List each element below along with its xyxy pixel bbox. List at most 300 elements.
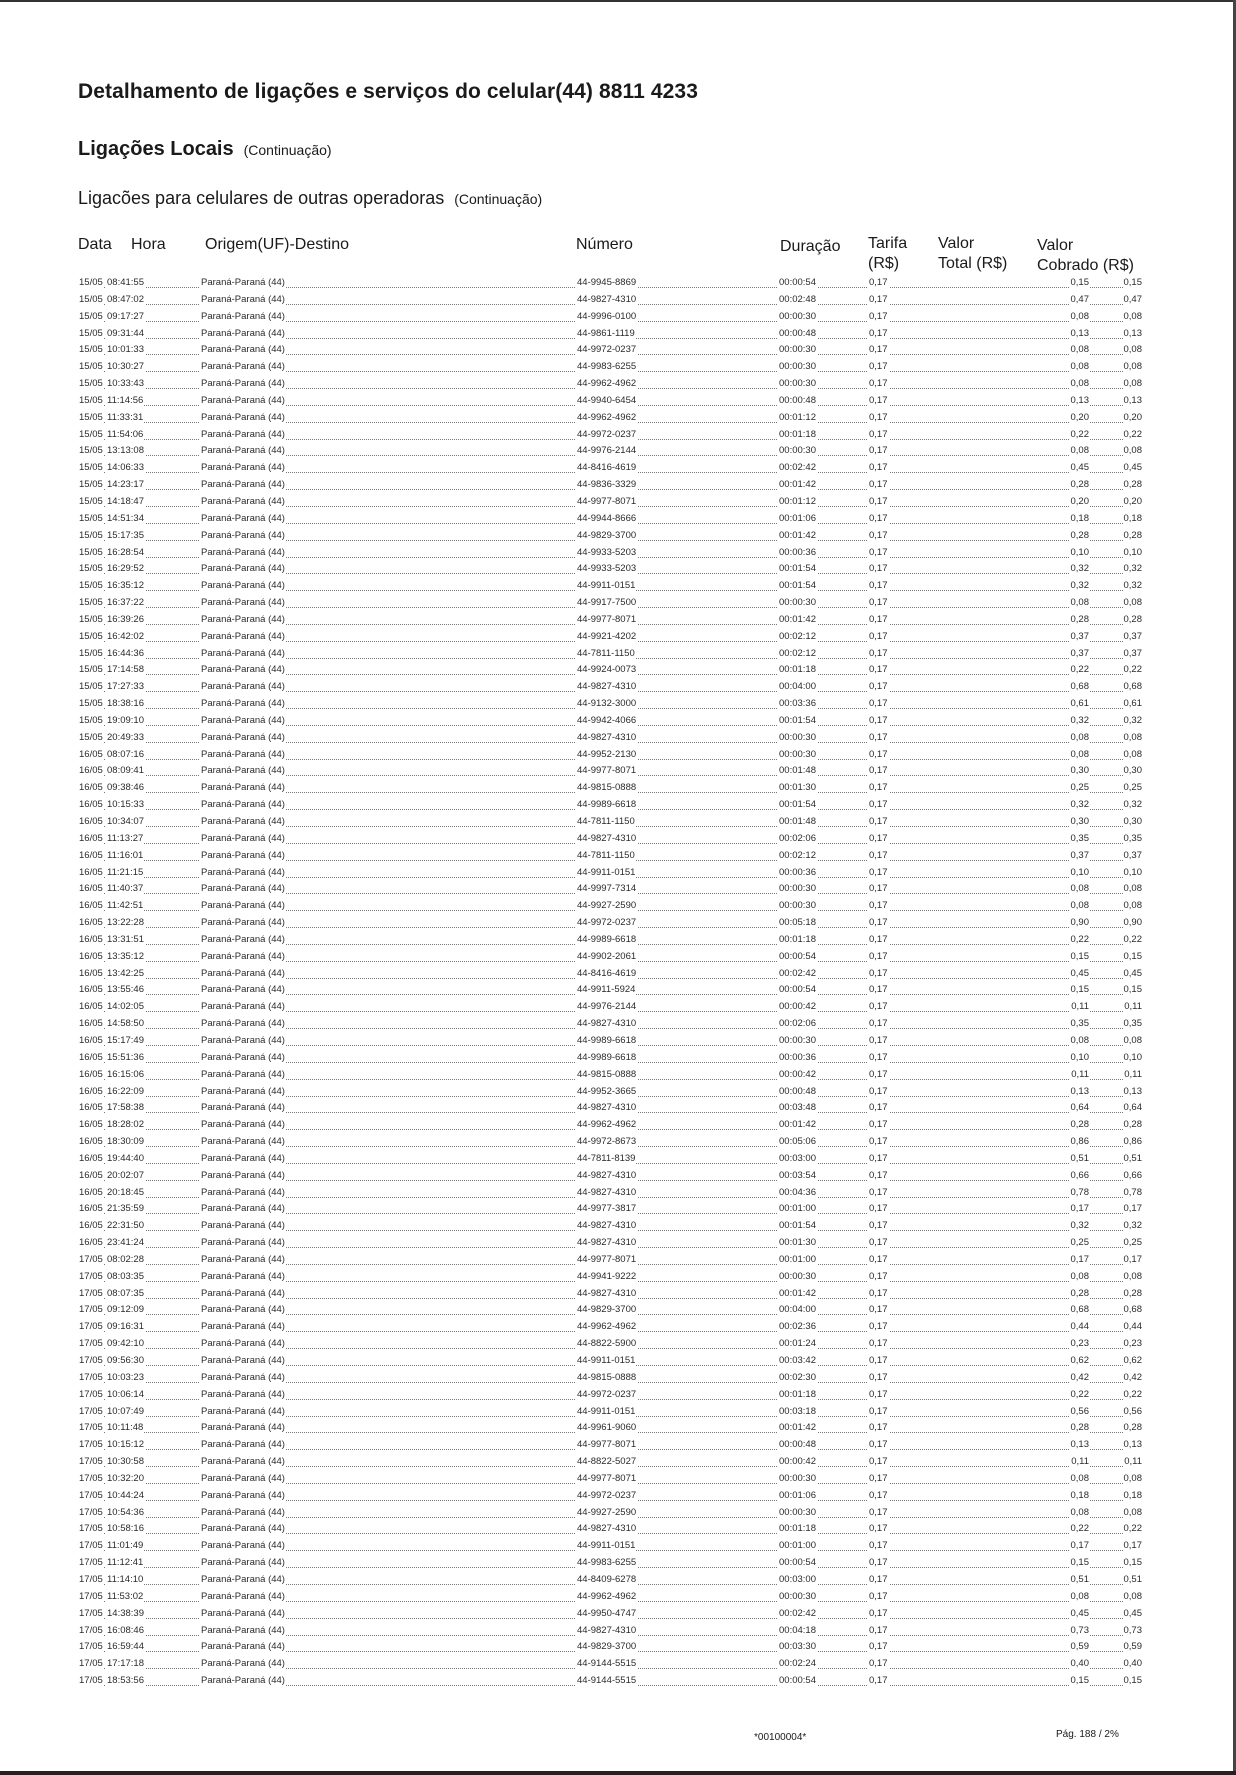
- cell-tarifa: 0,17: [869, 613, 888, 625]
- document-title: Detalhamento de ligações e serviços do celular(44) 8811 4233: [78, 80, 698, 103]
- cell-valor-cobrado: 0,17: [1123, 1253, 1142, 1265]
- cell-tarifa: 0,17: [869, 1573, 888, 1585]
- cell-tarifa: 0,17: [869, 1220, 888, 1232]
- cell-valor-total: 0,66: [1070, 1169, 1089, 1181]
- cell-valor-total: 0,28: [1070, 479, 1089, 491]
- cell-data: 17/05: [79, 1658, 103, 1670]
- cell-origem: Paraná-Paraná (44): [201, 344, 285, 356]
- cell-numero: 44-9942-4066: [577, 714, 637, 726]
- cell-data: 17/05: [79, 1573, 103, 1585]
- cell-duracao: 00:01:12: [779, 495, 816, 507]
- cell-numero: 44-9827-4310: [577, 1220, 637, 1232]
- cell-origem: Paraná-Paraná (44): [201, 748, 285, 760]
- cell-data: 16/05: [79, 1203, 103, 1215]
- cell-hora: 20:18:45: [107, 1186, 144, 1198]
- cell-origem: Paraná-Paraná (44): [201, 378, 285, 390]
- cell-valor-cobrado: 0,90: [1123, 917, 1142, 929]
- cell-numero: 44-9952-2130: [577, 748, 637, 760]
- cell-duracao: 00:01:18: [779, 1523, 816, 1535]
- table-row: [78, 1387, 1143, 1404]
- cell-hora: 13:55:46: [107, 984, 144, 996]
- cell-valor-cobrado: 0,22: [1123, 1388, 1142, 1400]
- cell-hora: 10:58:16: [107, 1523, 144, 1535]
- cell-hora: 14:23:17: [107, 479, 144, 491]
- cell-numero: 44-8416-4619: [577, 967, 637, 979]
- cell-numero: 44-9829-3700: [577, 1641, 637, 1653]
- cell-numero: 44-7811-1150: [577, 816, 635, 827]
- cell-valor-cobrado: 0,08: [1123, 445, 1142, 457]
- cell-tarifa: 0,17: [869, 1186, 888, 1198]
- table-row: [78, 831, 1143, 848]
- cell-origem: Paraná-Paraná (44): [201, 1253, 285, 1265]
- cell-valor-cobrado: 0,08: [1123, 344, 1142, 356]
- cell-numero: 44-9927-2590: [577, 1506, 637, 1518]
- cell-origem: Paraná-Paraná (44): [201, 1119, 285, 1131]
- cell-duracao: 00:00:48: [779, 394, 816, 406]
- cell-tarifa: 0,17: [869, 849, 888, 861]
- cell-valor-total: 0,37: [1070, 849, 1089, 861]
- cell-hora: 09:42:10: [107, 1338, 144, 1350]
- cell-origem: Paraná-Paraná (44): [201, 462, 285, 474]
- cell-origem: Paraná-Paraná (44): [201, 782, 285, 794]
- cell-origem: Paraná-Paraná (44): [201, 832, 285, 844]
- table-row: [78, 1639, 1143, 1656]
- cell-duracao: 00:00:36: [779, 1051, 816, 1063]
- cell-duracao: 00:03:30: [779, 1641, 816, 1653]
- cell-hora: 16:28:54: [107, 546, 144, 558]
- cell-valor-total: 0,15: [1070, 984, 1089, 996]
- cell-duracao: 00:02:06: [779, 832, 816, 844]
- cell-hora: 08:03:35: [107, 1270, 144, 1282]
- cell-valor-total: 0,15: [1070, 950, 1089, 962]
- cell-origem: Paraná-Paraná (44): [201, 1068, 285, 1080]
- cell-numero: 44-9989-6618: [577, 799, 637, 811]
- cell-tarifa: 0,17: [869, 1253, 888, 1265]
- cell-tarifa: 0,17: [869, 1590, 888, 1602]
- cell-origem: Paraná-Paraná (44): [201, 1456, 285, 1468]
- cell-duracao: 00:03:36: [779, 698, 816, 710]
- cell-duracao: 00:01:42: [779, 1287, 816, 1299]
- cell-tarifa: 0,17: [869, 344, 888, 356]
- cell-numero: 44-9924-0073: [577, 664, 637, 676]
- page-current: 188 /: [1079, 1729, 1102, 1740]
- cell-numero: 44-9972-0237: [577, 428, 637, 440]
- cell-valor-cobrado: 0,73: [1123, 1624, 1142, 1636]
- cell-tarifa: 0,17: [869, 630, 888, 642]
- cell-tarifa: 0,17: [869, 1270, 888, 1282]
- cell-valor-cobrado: 0,44: [1123, 1321, 1142, 1333]
- cell-numero: 44-9977-8071: [577, 613, 637, 625]
- table-row: [78, 443, 1143, 460]
- table-row: [78, 780, 1143, 797]
- cell-hora: 23:41:24: [107, 1237, 144, 1249]
- cell-valor-total: 0,08: [1070, 748, 1089, 760]
- cell-numero: 44-7811-8139: [577, 1152, 636, 1164]
- cell-duracao: 00:00:30: [779, 310, 816, 322]
- cell-data: 17/05: [79, 1506, 103, 1518]
- cell-data: 15/05: [79, 597, 103, 609]
- cell-hora: 11:14:56: [107, 394, 144, 406]
- cell-tarifa: 0,17: [869, 1001, 888, 1013]
- cell-numero: 44-9815-0888: [577, 782, 637, 794]
- cell-valor-total: 0,32: [1070, 563, 1089, 575]
- cell-valor-total: 0,11: [1071, 1456, 1089, 1468]
- cell-duracao: 00:00:48: [779, 1439, 816, 1451]
- cell-numero: 44-9983-6255: [577, 361, 637, 373]
- cell-data: 15/05: [79, 580, 103, 592]
- cell-tarifa: 0,17: [869, 866, 888, 878]
- cell-origem: Paraná-Paraná (44): [201, 1001, 285, 1013]
- cell-valor-cobrado: 0,08: [1123, 731, 1142, 743]
- table-row: [78, 1437, 1143, 1454]
- cell-origem: Paraná-Paraná (44): [201, 1018, 285, 1030]
- cell-origem: Paraná-Paraná (44): [201, 1675, 285, 1687]
- cell-hora: 18:28:02: [107, 1119, 144, 1131]
- cell-tarifa: 0,17: [869, 1405, 888, 1417]
- cell-valor-total: 0,45: [1070, 462, 1089, 474]
- cell-valor-total: 0,25: [1070, 782, 1089, 794]
- cell-data: 16/05: [79, 816, 103, 827]
- subsection-continuation: (Continuação): [454, 191, 543, 207]
- cell-tarifa: 0,17: [869, 782, 888, 794]
- cell-tarifa: 0,17: [869, 1540, 888, 1552]
- cell-numero: 44-8416-4619: [577, 462, 637, 474]
- cell-numero: 44-9902-2061: [577, 950, 637, 962]
- cell-data: 16/05: [79, 967, 103, 979]
- cell-origem: Paraná-Paraná (44): [201, 731, 285, 743]
- cell-numero: 44-9827-4310: [577, 1523, 637, 1535]
- cell-duracao: 00:00:30: [779, 344, 816, 356]
- cell-hora: 10:07:49: [107, 1405, 144, 1417]
- cell-valor-cobrado: 0,47: [1123, 293, 1142, 305]
- cell-valor-total: 0,64: [1070, 1102, 1089, 1114]
- cell-numero: 44-9977-8071: [577, 765, 637, 777]
- cell-numero: 44-9827-4310: [577, 1287, 637, 1299]
- cell-tarifa: 0,17: [869, 1338, 888, 1350]
- cell-valor-total: 0,08: [1070, 1472, 1089, 1484]
- table-row: [78, 662, 1143, 679]
- cell-origem: Paraná-Paraná (44): [201, 933, 285, 945]
- cell-hora: 08:09:41: [107, 765, 144, 777]
- table-row: [78, 1235, 1143, 1252]
- cell-origem: Paraná-Paraná (44): [201, 1338, 285, 1350]
- cell-hora: 20:02:07: [107, 1169, 144, 1181]
- column-header-hora: Hora: [131, 236, 166, 253]
- cell-valor-cobrado: 0,28: [1123, 1119, 1142, 1131]
- cell-valor-total: 0,42: [1070, 1371, 1089, 1383]
- cell-hora: 16:39:26: [107, 613, 144, 625]
- subsection-title: Ligacões para celulares de outras operadoras: [78, 188, 445, 208]
- cell-duracao: 00:00:30: [779, 597, 816, 609]
- cell-duracao: 00:00:30: [779, 1506, 816, 1518]
- cell-valor-total: 0,20: [1070, 495, 1089, 507]
- cell-valor-cobrado: 0,32: [1123, 580, 1142, 592]
- cell-origem: Paraná-Paraná (44): [201, 512, 285, 524]
- cell-duracao: 00:03:42: [779, 1355, 816, 1366]
- cell-tarifa: 0,17: [869, 900, 888, 912]
- cell-tarifa: 0,17: [869, 1304, 888, 1316]
- cell-origem: Paraná-Paraná (44): [201, 1287, 285, 1299]
- cell-duracao: 00:04:18: [779, 1624, 816, 1636]
- table-row: [78, 275, 1143, 292]
- cell-numero: 44-9996-0100: [577, 310, 637, 322]
- cell-valor-cobrado: 0,15: [1123, 1675, 1142, 1687]
- cell-valor-total: 0,62: [1070, 1355, 1089, 1366]
- cell-tarifa: 0,17: [869, 361, 888, 373]
- cell-valor-total: 0,17: [1070, 1203, 1089, 1215]
- cell-tarifa: 0,17: [869, 378, 888, 390]
- cell-tarifa: 0,17: [869, 933, 888, 945]
- cell-numero: 44-9827-4310: [577, 1186, 637, 1198]
- cell-data: 15/05: [79, 495, 103, 507]
- cell-valor-cobrado: 0,15: [1123, 277, 1142, 288]
- cell-valor-cobrado: 0,13: [1123, 327, 1142, 339]
- cell-valor-total: 0,10: [1070, 866, 1089, 878]
- cell-tarifa: 0,17: [869, 1169, 888, 1181]
- cell-duracao: 00:02:30: [779, 1371, 816, 1383]
- cell-origem: Paraná-Paraná (44): [201, 698, 285, 710]
- cell-tarifa: 0,17: [869, 479, 888, 491]
- table-row: [78, 1572, 1143, 1589]
- cell-hora: 15:51:36: [107, 1051, 144, 1063]
- cell-origem: Paraná-Paraná (44): [201, 1220, 285, 1232]
- cell-duracao: 00:00:30: [779, 1590, 816, 1602]
- cell-valor-total: 0,78: [1070, 1186, 1089, 1198]
- table-row: [78, 1521, 1143, 1538]
- cell-numero: 44-9861-1119: [577, 327, 635, 339]
- table-row: [78, 326, 1143, 343]
- cell-data: 16/05: [79, 799, 103, 811]
- cell-data: 17/05: [79, 1355, 103, 1366]
- cell-valor-cobrado: 0,13: [1123, 1085, 1142, 1097]
- table-row: [78, 545, 1143, 562]
- cell-valor-total: 0,61: [1070, 698, 1089, 710]
- cell-valor-total: 0,32: [1070, 1220, 1089, 1232]
- cell-hora: 20:49:33: [107, 731, 144, 743]
- cell-data: 15/05: [79, 327, 103, 339]
- cell-hora: 22:31:50: [107, 1220, 144, 1232]
- cell-origem: Paraná-Paraná (44): [201, 310, 285, 322]
- cell-valor-total: 0,35: [1070, 832, 1089, 844]
- cell-valor-cobrado: 0,11: [1124, 1001, 1142, 1013]
- cell-hora: 11:13:27: [107, 832, 144, 844]
- cell-origem: Paraná-Paraná (44): [201, 613, 285, 625]
- cell-tarifa: 0,17: [869, 816, 888, 827]
- table-row: [78, 494, 1143, 511]
- cell-valor-cobrado: 0,45: [1123, 1607, 1142, 1619]
- cell-valor-cobrado: 0,10: [1123, 866, 1142, 878]
- cell-valor-total: 0,68: [1070, 1304, 1089, 1316]
- cell-data: 17/05: [79, 1472, 103, 1484]
- cell-hora: 09:31:44: [107, 327, 144, 339]
- cell-valor-total: 0,90: [1070, 917, 1089, 929]
- table-row: [78, 915, 1143, 932]
- cell-duracao: 00:00:36: [779, 866, 816, 878]
- cell-origem: Paraná-Paraná (44): [201, 1422, 285, 1434]
- cell-hora: 09:17:27: [107, 310, 144, 322]
- cell-origem: Paraná-Paraná (44): [201, 883, 285, 895]
- cell-numero: 44-9144-5515: [577, 1675, 637, 1687]
- table-row: [78, 1218, 1143, 1235]
- cell-hora: 13:35:12: [107, 950, 144, 962]
- cell-tarifa: 0,17: [869, 1388, 888, 1400]
- cell-duracao: 00:01:42: [779, 1422, 816, 1434]
- cell-valor-cobrado: 0,11: [1124, 1456, 1142, 1468]
- cell-hora: 09:16:31: [107, 1321, 144, 1333]
- cell-data: 16/05: [79, 1102, 103, 1114]
- cell-duracao: 00:01:42: [779, 479, 816, 491]
- cell-valor-cobrado: 0,22: [1123, 933, 1142, 945]
- cell-tarifa: 0,17: [869, 1607, 888, 1619]
- cell-hora: 11:53:02: [107, 1590, 144, 1602]
- cell-data: 16/05: [79, 1051, 103, 1063]
- table-row: [78, 359, 1143, 376]
- table-row: [78, 763, 1143, 780]
- column-header-valor-cobrado-line2: Cobrado (R$): [1037, 257, 1134, 274]
- cell-data: 15/05: [79, 462, 103, 474]
- cell-origem: Paraná-Paraná (44): [201, 866, 285, 878]
- cell-data: 16/05: [79, 1018, 103, 1030]
- cell-origem: Paraná-Paraná (44): [201, 967, 285, 979]
- cell-tarifa: 0,17: [869, 799, 888, 811]
- cell-hora: 13:42:25: [107, 967, 144, 979]
- cell-data: 16/05: [79, 1068, 103, 1080]
- cell-duracao: 00:05:18: [779, 917, 816, 929]
- cell-tarifa: 0,17: [869, 1034, 888, 1046]
- cell-tarifa: 0,17: [869, 748, 888, 760]
- cell-valor-total: 0,40: [1070, 1658, 1089, 1670]
- cell-tarifa: 0,17: [869, 1203, 888, 1215]
- cell-valor-total: 0,25: [1070, 1237, 1089, 1249]
- cell-hora: 11:12:41: [107, 1557, 144, 1569]
- cell-data: 16/05: [79, 849, 103, 861]
- cell-tarifa: 0,17: [869, 967, 888, 979]
- table-row: [78, 814, 1143, 831]
- cell-valor-cobrado: 0,51: [1123, 1152, 1142, 1164]
- cell-origem: Paraná-Paraná (44): [201, 799, 285, 811]
- cell-data: 17/05: [79, 1439, 103, 1451]
- cell-tarifa: 0,17: [869, 1675, 888, 1687]
- cell-data: 15/05: [79, 293, 103, 305]
- cell-tarifa: 0,17: [869, 883, 888, 895]
- cell-hora: 13:31:51: [107, 933, 144, 945]
- table-row: [78, 1151, 1143, 1168]
- cell-valor-cobrado: 0,45: [1123, 967, 1142, 979]
- cell-hora: 11:16:01: [107, 849, 144, 861]
- cell-duracao: 00:01:00: [779, 1540, 816, 1552]
- cell-valor-cobrado: 0,23: [1123, 1338, 1142, 1350]
- cell-valor-cobrado: 0,40: [1123, 1658, 1142, 1670]
- cell-data: 16/05: [79, 1119, 103, 1131]
- cell-valor-cobrado: 0,28: [1123, 1422, 1142, 1434]
- column-header-origem: Origem(UF)-Destino: [205, 236, 350, 253]
- cell-origem: Paraná-Paraná (44): [201, 765, 285, 777]
- table-row: [78, 1606, 1143, 1623]
- cell-numero: 44-9827-4310: [577, 1237, 637, 1249]
- cell-valor-cobrado: 0,51: [1123, 1573, 1142, 1585]
- table-row: [78, 528, 1143, 545]
- cell-tarifa: 0,17: [869, 1472, 888, 1484]
- table-row: [78, 477, 1143, 494]
- cell-duracao: 00:00:30: [779, 361, 816, 373]
- cell-valor-cobrado: 0,56: [1123, 1405, 1142, 1417]
- table-row: [78, 1302, 1143, 1319]
- cell-numero: 44-9829-3700: [577, 1304, 637, 1316]
- cell-duracao: 00:04:00: [779, 681, 816, 693]
- cell-tarifa: 0,17: [869, 445, 888, 457]
- cell-valor-cobrado: 0,15: [1123, 984, 1142, 996]
- cell-data: 16/05: [79, 1169, 103, 1181]
- cell-hora: 11:54:06: [107, 428, 144, 440]
- cell-valor-total: 0,28: [1070, 1119, 1089, 1131]
- cell-origem: Paraná-Paraná (44): [201, 1085, 285, 1097]
- cell-duracao: 00:01:30: [779, 782, 816, 794]
- cell-origem: Paraná-Paraná (44): [201, 563, 285, 575]
- cell-data: 17/05: [79, 1422, 103, 1434]
- cell-origem: Paraná-Paraná (44): [201, 495, 285, 507]
- cell-duracao: 00:01:24: [779, 1338, 816, 1350]
- cell-duracao: 00:01:42: [779, 613, 816, 625]
- table-row: [78, 1201, 1143, 1218]
- cell-valor-cobrado: 0,78: [1123, 1186, 1142, 1198]
- cell-duracao: 00:04:36: [779, 1186, 816, 1198]
- cell-valor-cobrado: 0,10: [1123, 546, 1142, 558]
- cell-data: 15/05: [79, 681, 103, 693]
- cell-numero: 44-9941-9222: [577, 1270, 637, 1282]
- subsection-heading: [78, 188, 542, 209]
- table-row: [78, 1286, 1143, 1303]
- table-row: [78, 1185, 1143, 1202]
- cell-origem: Paraná-Paraná (44): [201, 714, 285, 726]
- cell-origem: Paraná-Paraná (44): [201, 411, 285, 423]
- cell-numero: 44-9961-9060: [577, 1422, 637, 1434]
- table-row: [78, 932, 1143, 949]
- cell-valor-total: 0,11: [1071, 1068, 1089, 1080]
- cell-origem: Paraná-Paraná (44): [201, 1557, 285, 1569]
- cell-tarifa: 0,17: [869, 1152, 888, 1164]
- table-row: [78, 1168, 1143, 1185]
- cell-valor-total: 0,13: [1070, 1085, 1089, 1097]
- cell-tarifa: 0,17: [869, 1523, 888, 1535]
- cell-tarifa: 0,17: [869, 984, 888, 996]
- cell-numero: 44-9827-4310: [577, 293, 637, 305]
- cell-numero: 44-9836-3329: [577, 479, 637, 491]
- cell-hora: 14:06:33: [107, 462, 144, 474]
- column-header-valor-cobrado-line1: Valor: [1037, 237, 1074, 254]
- cell-tarifa: 0,17: [869, 310, 888, 322]
- cell-hora: 15:17:49: [107, 1034, 144, 1046]
- cell-origem: Paraná-Paraná (44): [201, 479, 285, 491]
- cell-valor-total: 0,13: [1070, 327, 1089, 339]
- column-header-valor-total: [938, 234, 1007, 274]
- table-row: [78, 460, 1143, 477]
- cell-origem: Paraná-Paraná (44): [201, 1590, 285, 1602]
- cell-origem: Paraná-Paraná (44): [201, 428, 285, 440]
- cell-origem: Paraná-Paraná (44): [201, 1388, 285, 1400]
- cell-valor-total: 0,37: [1070, 647, 1089, 659]
- cell-duracao: 00:03:48: [779, 1102, 816, 1114]
- cell-tarifa: 0,17: [869, 731, 888, 743]
- cell-tarifa: 0,17: [869, 664, 888, 676]
- cell-duracao: 00:02:48: [779, 293, 816, 305]
- cell-duracao: 00:02:12: [779, 630, 816, 642]
- cell-valor-cobrado: 0,13: [1123, 1439, 1142, 1451]
- cell-valor-cobrado: 0,62: [1123, 1355, 1142, 1366]
- cell-valor-total: 0,10: [1070, 1051, 1089, 1063]
- cell-data: 16/05: [79, 1001, 103, 1013]
- cell-hora: 14:02:05: [107, 1001, 144, 1013]
- cell-data: 17/05: [79, 1590, 103, 1602]
